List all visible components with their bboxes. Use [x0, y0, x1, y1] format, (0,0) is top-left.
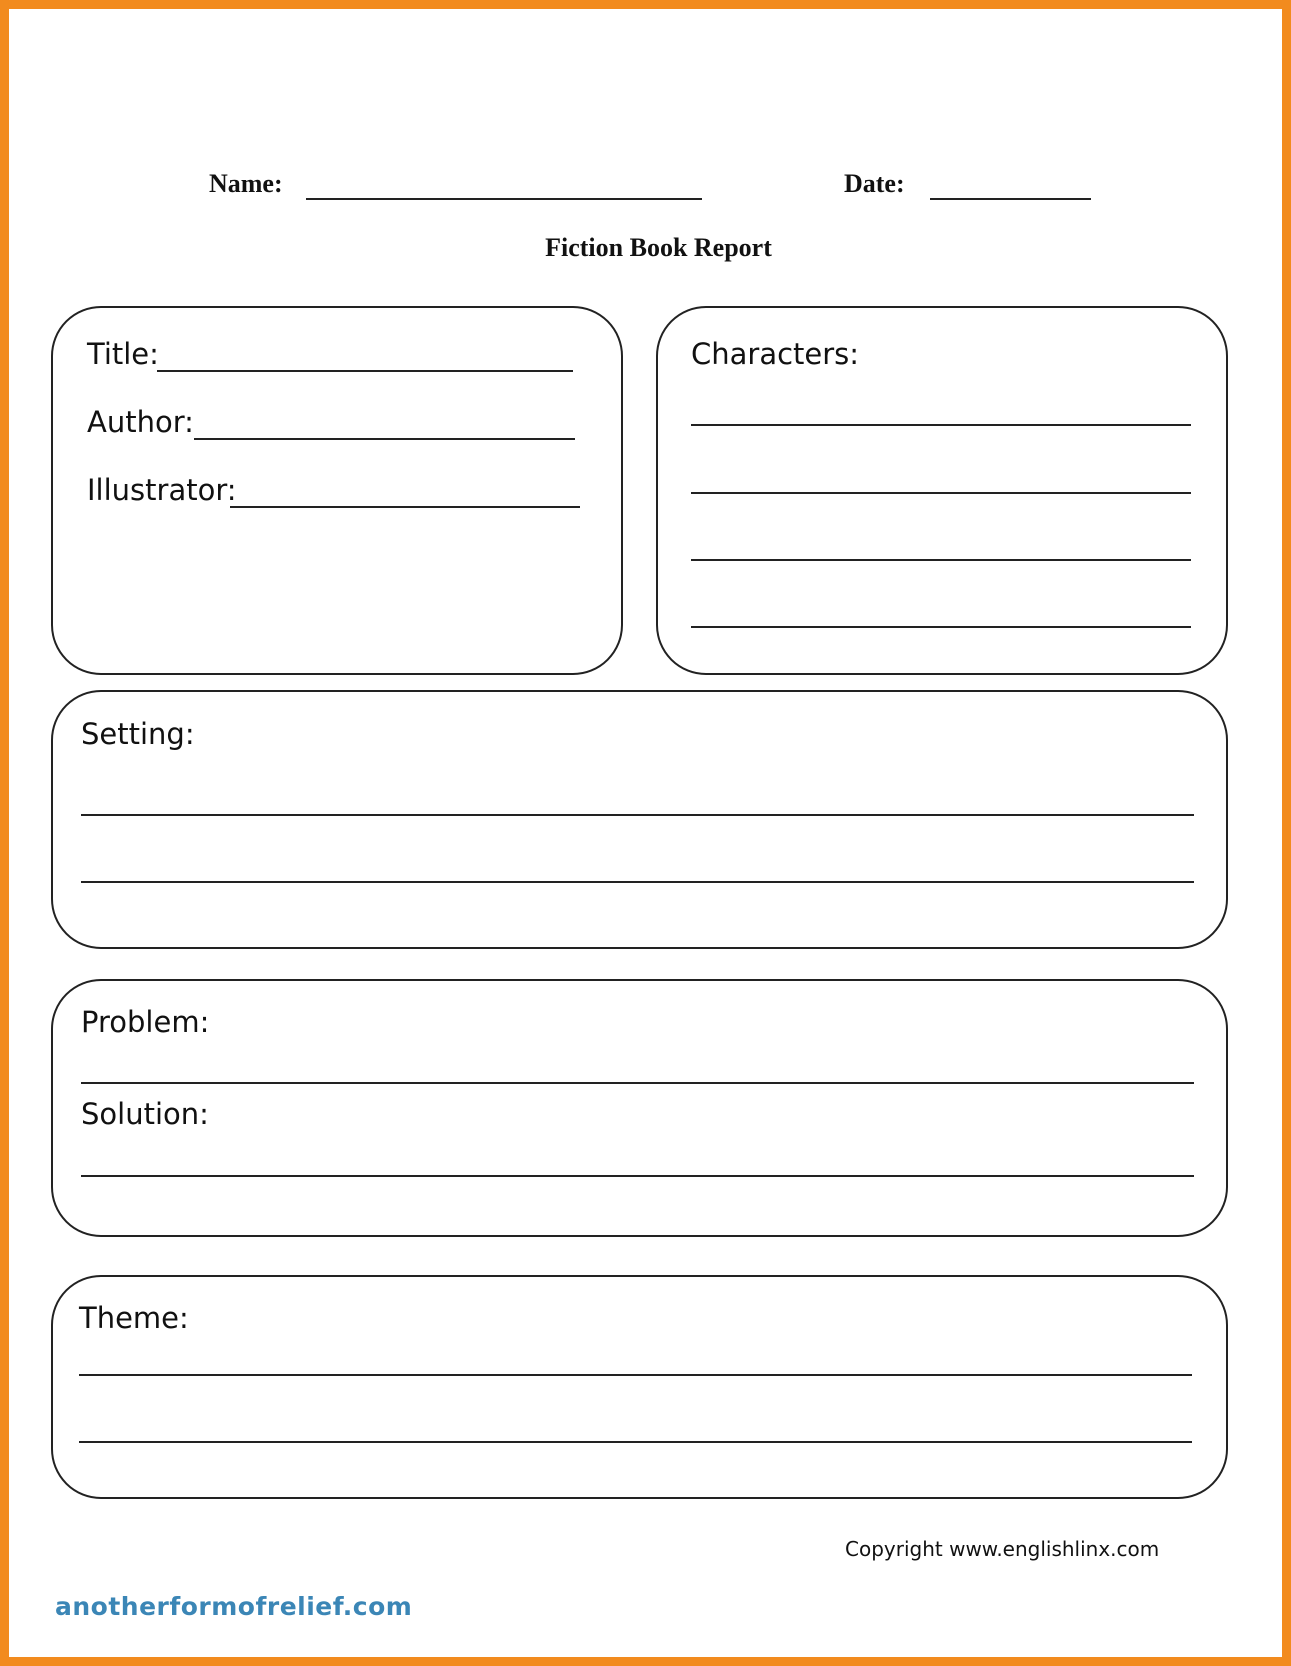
solution-line[interactable] — [81, 1175, 1194, 1177]
page-title: Fiction Book Report — [545, 233, 772, 262]
illustrator-label: Illustrator: — [87, 473, 237, 507]
book-info-box — [51, 306, 623, 675]
setting-line-2[interactable] — [81, 881, 1194, 883]
date-blank[interactable] — [930, 198, 1091, 200]
theme-label: Theme: — [79, 1301, 189, 1335]
setting-label: Setting: — [81, 717, 195, 751]
characters-line-3[interactable] — [691, 559, 1191, 561]
watermark-text: anotherformofrelief.com — [55, 1592, 413, 1621]
characters-box — [656, 306, 1228, 675]
characters-label: Characters: — [691, 337, 860, 371]
characters-line-1[interactable] — [691, 424, 1191, 426]
theme-box — [51, 1275, 1228, 1499]
title-label: Title: — [87, 337, 159, 371]
problem-line[interactable] — [81, 1082, 1194, 1084]
theme-line-2[interactable] — [79, 1441, 1192, 1443]
solution-label: Solution: — [81, 1097, 209, 1131]
problem-label: Problem: — [81, 1005, 210, 1039]
characters-line-4[interactable] — [691, 626, 1191, 628]
problem-solution-box — [51, 979, 1228, 1237]
copyright-text: Copyright www.englishlinx.com — [845, 1537, 1160, 1561]
title-blank[interactable] — [157, 370, 573, 372]
setting-line-1[interactable] — [81, 814, 1194, 816]
author-blank[interactable] — [194, 438, 575, 440]
name-blank[interactable] — [306, 198, 702, 200]
setting-box — [51, 690, 1228, 949]
characters-line-2[interactable] — [691, 492, 1191, 494]
date-label: Date: — [844, 169, 905, 198]
illustrator-blank[interactable] — [230, 506, 580, 508]
author-label: Author: — [87, 405, 194, 439]
theme-line-1[interactable] — [79, 1374, 1192, 1376]
name-label: Name: — [209, 169, 283, 198]
